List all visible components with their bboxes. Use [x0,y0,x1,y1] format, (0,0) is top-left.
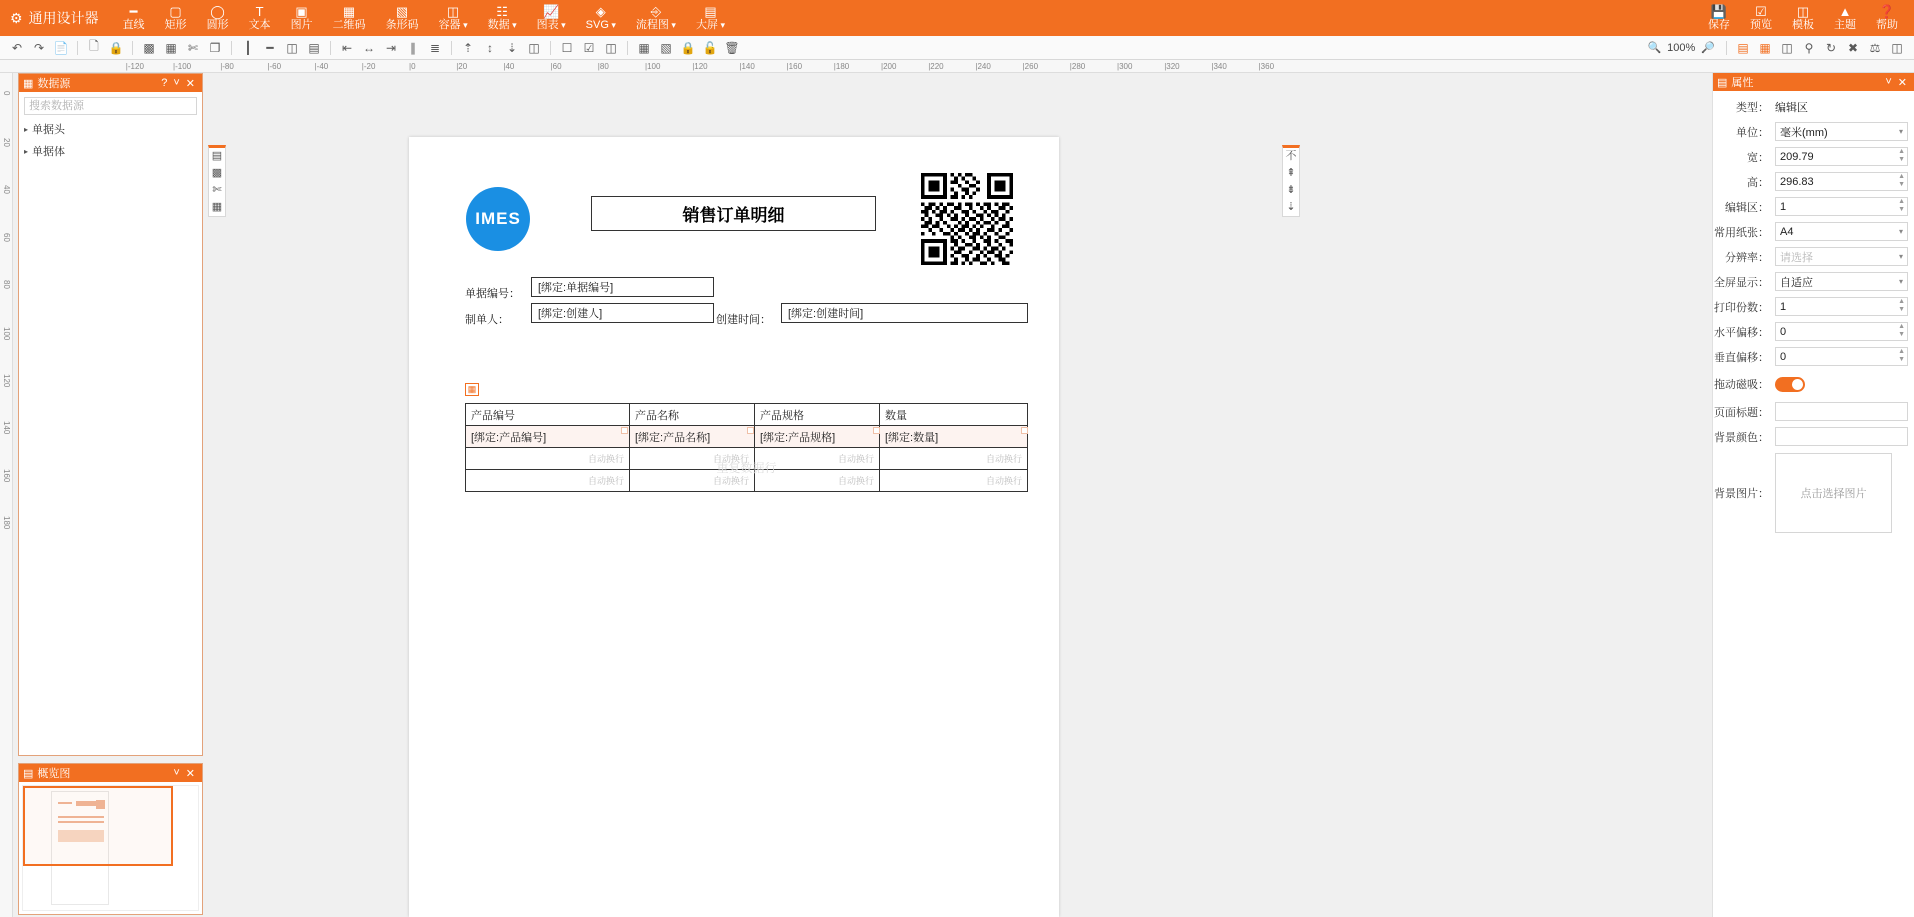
menu-item-image[interactable] [281,0,323,36]
menu-item-line-label: 直线 [122,18,145,31]
ruler-icon[interactable]: ⚖ [1869,40,1881,55]
property-label: 垂直偏移： [1714,351,1769,364]
properties-body [1713,91,1914,536]
field-value-order-no: [绑定:单据编号] [538,282,614,294]
table-cell-auto-wrap: 自动换行 [466,448,630,470]
bg-image-picker-label: 点击选择图片 [1800,488,1867,500]
canvas-left-float-toolbar [208,145,226,217]
tree-node-label: 单据头 [32,124,66,136]
property-select-unit[interactable] [1775,122,1908,141]
layer-icon[interactable]: ◫ [605,40,617,55]
tree-node-label: 单据体 [32,146,66,158]
cell-resize-handle[interactable] [621,427,628,434]
circle-icon: ◯ [210,3,225,19]
property-label: 编辑区： [1725,201,1769,214]
toolbar-divider [550,41,551,55]
chevron-down-icon[interactable]: ˅ [1885,76,1892,88]
database-icon: ▦ [23,77,34,90]
copy-format-icon[interactable]: 📄 [53,40,69,55]
ruler-tick: 100 [2,327,11,341]
property-row-bg-color [1713,425,1908,448]
text-icon: T [255,3,264,19]
stepper-icon[interactable]: ▲ ▼ [1898,348,1905,363]
close-icon[interactable]: ✕ [185,77,195,90]
ruler-tick: |160 [786,62,803,71]
property-select-resolution-value: 请选择 [1780,251,1813,264]
table-cell-bind: [绑定:产品规格] [755,426,880,448]
save-button[interactable] [1698,0,1740,36]
canvas-area[interactable] [204,73,1914,917]
properties-panel [1712,73,1914,917]
grid-view-icon[interactable]: ▤ [1737,40,1749,55]
delete-icon[interactable]: 🗑 [724,40,740,55]
history-icon[interactable]: ↻ [1825,40,1837,55]
property-value-type: 编辑区 [1775,101,1808,114]
paste-icon[interactable]: ▦ [165,40,177,55]
help-icon: ❓ [1878,3,1896,19]
table-cell-auto-wrap: 自动换行 [755,470,880,492]
menu-item-data-label: 数据 ▾ [488,19,517,32]
zoom-out-icon[interactable]: 🔍 [1647,42,1662,54]
toolbar-divider [1726,41,1727,55]
topbar-right-group [1698,0,1914,36]
toolbar-divider [231,41,232,55]
property-row-unit [1713,120,1908,143]
caret-right-icon: ▸ [24,124,29,134]
ruler-tick: |260 [1022,62,1039,71]
ruler-tick: |80 [597,62,609,71]
theme-icon: ▲ [1838,3,1852,19]
ruler-tick: |-20 [361,62,376,71]
table-header-row [466,404,1028,426]
ruler-tick: 20 [2,138,11,148]
distribute-v-icon[interactable]: ▤ [308,40,320,55]
toolbar-divider [77,41,78,55]
help-icon[interactable]: ? [161,77,168,89]
zoom-in-icon[interactable]: 🔎 [1701,42,1715,54]
align-bottom-icon[interactable]: ⇣ [506,40,518,55]
ungroup-icon[interactable]: ☑ [583,40,595,55]
cell-resize-handle[interactable] [747,427,754,434]
ruler-tick: |-60 [267,62,282,71]
property-label: 宽： [1747,151,1769,164]
menu-item-dashboard[interactable] [686,0,735,36]
send-back-icon[interactable]: ▧ [660,40,672,55]
menu-item-rect-label: 矩形 [164,18,187,31]
table-cell-auto-wrap: 自动换行 [466,470,630,492]
menu-item-circle[interactable] [197,0,239,36]
data-icon: ☷ [496,3,508,19]
property-row-bg-image [1713,450,1908,536]
svg-icon: ◈ [595,3,606,19]
table-header-cell: 产品规格 [755,404,880,426]
menu-item-dashboard-label: 大屏 ▾ [696,19,725,32]
ruler-tick: |20 [456,62,468,71]
horizontal-ruler[interactable] [0,60,1914,73]
toolbar-divider [330,41,331,55]
ruler-tick: |200 [881,62,897,71]
overview-panel-header [19,764,202,782]
toolbar-divider [132,41,133,55]
chevron-down-icon[interactable]: ˅ [173,77,180,89]
help-button-label: 帮助 [1876,18,1898,31]
ruler-tick: |100 [645,62,661,71]
same-size-icon[interactable]: ◫ [528,40,540,55]
property-label: 背景图片： [1714,488,1769,500]
stepper-icon[interactable]: ▲ ▼ [1898,198,1905,213]
lock-icon[interactable]: 🔒 [108,40,124,55]
menu-item-chart[interactable] [527,0,576,36]
menu-item-container[interactable] [429,0,478,36]
property-row-paper-size [1713,220,1908,243]
paste-icon[interactable]: ▦ [211,201,223,213]
datasource-search-input[interactable] [24,97,197,115]
cell-resize-handle[interactable] [1021,427,1028,434]
duplicate-icon[interactable]: ❐ [209,40,221,55]
field-label-creator: 制单人： [465,314,509,326]
close-icon[interactable]: ✕ [1897,76,1907,89]
align-left-icon[interactable]: ⇤ [341,40,353,55]
property-label: 水平偏移： [1714,326,1769,339]
property-select-resolution[interactable] [1775,247,1908,266]
lock-element-icon[interactable]: 🔒 [680,40,696,55]
property-label: 类型： [1736,101,1769,114]
document-title-box[interactable] [591,196,876,231]
preview-button[interactable] [1740,0,1782,36]
property-row-h-offset [1713,320,1908,343]
list-view-icon[interactable]: ▦ [1759,40,1771,55]
ruler-tick: 160 [2,468,11,482]
tree-node-document-body[interactable] [19,140,202,162]
property-select-fullscreen-value: 自适应 [1780,276,1813,289]
property-input-page-title[interactable] [1775,402,1908,421]
property-select-unit-value: 毫米(mm) [1780,126,1828,139]
image-icon: ▣ [295,3,308,19]
toolbar-zoom-control [1641,41,1721,54]
company-logo[interactable] [466,187,530,251]
property-row-page-title [1713,400,1908,423]
ruler-tick: |180 [833,62,850,71]
ruler-tick: |60 [550,62,562,71]
datasource-panel-title: 数据源 [37,78,71,90]
help-button[interactable] [1866,0,1908,36]
menu-item-container-label: 容器 ▾ [439,19,468,32]
ruler-tick: |-40 [314,62,329,71]
stepper-icon[interactable]: ▲ ▼ [1898,148,1905,163]
table-cell-auto-wrap: 自动换行 [630,470,755,492]
property-input-height[interactable] [1775,172,1908,191]
barcode-icon: ▧ [395,3,409,19]
preview-icon: ☑ [1755,3,1767,19]
snap-toggle[interactable] [1775,377,1805,392]
menu-item-barcode-label: 条形码 [385,18,419,31]
ruler-tick: 80 [2,279,11,289]
undo-icon[interactable]: ↶ [11,40,23,55]
field-value-create-time: [绑定:创建时间] [788,308,864,320]
dashboard-icon: ▤ [704,3,717,19]
property-label: 分辨率： [1725,251,1769,264]
ruler-tick: |-100 [173,62,192,71]
overview-viewport-selector[interactable] [23,786,173,866]
property-label: 拖动磁吸： [1714,379,1769,391]
menu-item-qrcode[interactable] [323,0,376,36]
ruler-tick: |120 [692,62,708,71]
ruler-tick: |240 [975,62,991,71]
datasource-panel [18,73,203,756]
align-grid-icon[interactable]: ▤ [211,150,223,162]
table-header-cell: 产品名称 [630,404,755,426]
chevron-down-icon[interactable]: ˅ [173,767,180,779]
table-header-cell: 产品编号 [466,404,630,426]
container-icon: ◫ [446,3,460,19]
menu-item-text-label: 文本 [248,18,271,31]
gear-icon: ⚙ [10,9,23,26]
align-center-icon[interactable]: ↔ [363,40,375,55]
ruler-tick: |300 [1117,62,1133,71]
document-title: 销售订单明细 [682,206,785,225]
theme-button-label: 主题 [1834,18,1856,31]
table-cell-auto-wrap: 自动换行 [630,448,755,470]
table-cell-auto-wrap: 自动换行 [880,470,1028,492]
same-width-icon[interactable]: ∥ [410,40,416,55]
rect-icon: ▢ [169,3,182,19]
field-box-order-no[interactable] [531,277,714,297]
datasource-panel-header [19,74,202,92]
redo-icon[interactable]: ↷ [33,40,45,55]
menu-item-line[interactable] [113,0,155,36]
ruler-tick: |360 [1258,62,1275,71]
detail-table[interactable] [465,403,1028,492]
ruler-tick: |340 [1211,62,1227,71]
main-area [13,73,1914,917]
property-row-print-copies [1713,295,1908,318]
menu-item-svg[interactable] [576,0,626,36]
menu-item-qrcode-label: 二维码 [332,18,366,31]
table-header-cell: 数量 [880,404,1028,426]
table-handle-icon[interactable]: ▦ [465,383,479,396]
template-icon: ◫ [1796,3,1810,19]
property-label: 单位： [1736,126,1769,139]
field-box-creator[interactable] [531,303,714,323]
menu-item-rect[interactable] [155,0,197,36]
property-row-type [1713,95,1908,118]
menu-item-circle-label: 圆形 [206,18,229,31]
table-cell-bind: [绑定:产品编号] [466,426,630,448]
property-row-edit-area [1713,195,1908,218]
distribute-h-icon[interactable]: ◫ [286,40,298,55]
align-right-icon[interactable]: ⇥ [385,40,397,55]
property-input-bg-color[interactable] [1775,427,1908,446]
property-select-fullscreen[interactable] [1775,272,1908,291]
ruler-tick: 180 [2,515,11,530]
stepper-icon[interactable]: ▲ ▼ [1898,298,1905,313]
menu-item-text[interactable] [239,0,281,36]
table-cell-auto-wrap: 自动换行 [880,448,1028,470]
field-label-order-no: 单据编号： [465,288,520,300]
stepper-icon[interactable]: ▲ ▼ [1898,173,1905,188]
properties-panel-header [1713,73,1914,91]
copy-icon[interactable]: ▩ [211,167,223,179]
property-row-snap [1713,370,1908,398]
qr-code-icon[interactable] [921,173,1013,265]
toolbar [0,36,1914,60]
align-bottom-icon[interactable]: ⇣ [1286,201,1296,213]
thumbnail-icon: ▤ [23,767,34,780]
ruler-tick: |140 [739,62,755,71]
overview-panel-title: 概览图 [37,768,71,780]
property-select-paper-size-value: A4 [1780,225,1794,238]
ruler-tick: 120 [2,374,11,388]
panel-icon[interactable]: ◫ [1891,40,1903,55]
property-input-print-copies[interactable] [1775,297,1908,316]
save-icon: 💾 [1710,3,1728,19]
toolbar-divider [627,41,628,55]
property-row-resolution [1713,245,1908,268]
ruler-tick: 40 [2,185,11,195]
align-top-icon[interactable]: ⇡ [462,40,474,55]
preview-button-label: 预览 [1750,18,1772,31]
ruler-tick: 0 [2,91,11,96]
property-label: 高： [1747,176,1769,189]
same-height-icon[interactable]: ≣ [429,40,441,55]
property-select-paper-size[interactable] [1775,222,1908,241]
canvas-right-float-toolbar [1282,145,1300,217]
align-middle-icon[interactable]: ⇞ [1286,167,1296,179]
caret-right-icon: ▸ [24,146,29,156]
qrcode-icon: ▦ [342,3,356,19]
ruler-tick: 60 [2,232,11,242]
cut-icon[interactable]: ✄ [212,184,222,196]
property-input-edit-area[interactable] [1775,197,1908,216]
group-icon[interactable]: ☐ [561,40,573,55]
table-cell-auto-wrap: 自动换行 [755,448,880,470]
repeat-row-watermark: 重复数据行 [716,461,777,475]
ruler-tick: |40 [503,62,515,71]
align-h-center-icon[interactable]: ━ [266,40,274,55]
field-box-create-time[interactable] [781,303,1028,323]
property-label: 全屏显示： [1714,276,1769,289]
property-label: 打印份数： [1714,301,1769,314]
menu-item-image-label: 图片 [290,18,313,31]
overview-canvas[interactable] [22,785,199,911]
menu-item-flowchart-label: 流程图 ▾ [636,19,676,32]
menu-item-svg-label: SVG ▾ [586,19,616,32]
ruler-tick: 140 [2,421,11,435]
property-label: 页面标题： [1714,406,1769,419]
bring-front-icon[interactable]: ▦ [638,40,650,55]
template-button-label: 模板 [1792,18,1814,31]
cell-resize-handle[interactable] [873,427,880,434]
ruler-tick: |320 [1164,62,1180,71]
copy-icon[interactable]: ▩ [143,40,155,55]
property-row-v-offset [1713,345,1908,368]
ruler-tick: |-80 [220,62,234,71]
distribute-icon[interactable]: ⇟ [1286,184,1296,196]
property-label: 背景颜色： [1714,431,1769,444]
menu-item-barcode[interactable] [376,0,429,36]
align-middle-icon[interactable]: ↕ [487,40,493,55]
vertical-ruler[interactable] [0,73,13,917]
line-icon: ━ [129,3,138,19]
zoom-level-label: 100% [1667,41,1696,54]
properties-panel-title: 属性 [1731,77,1754,89]
unlock-element-icon[interactable]: 🔓 [702,40,718,55]
ruler-tick: |-120 [125,62,144,71]
toolbar-divider [451,41,452,55]
property-row-height [1713,170,1908,193]
cut-icon[interactable]: ✄ [187,40,199,55]
save-button-label: 保存 [1708,18,1730,31]
ruler-tick: |0 [409,62,416,71]
top-menu-bar [0,0,1914,36]
property-row-fullscreen [1713,270,1908,293]
close-icon[interactable]: ✕ [185,767,195,780]
tree-icon[interactable]: ⚲ [1804,40,1814,55]
bg-image-picker[interactable] [1775,453,1892,533]
new-icon[interactable]: 🗋 [89,39,99,53]
ruler-tick: |280 [1069,62,1086,71]
menu-item-data[interactable] [478,0,527,36]
stepper-icon[interactable]: ▲ ▼ [1898,323,1905,338]
table-cell-bind: [绑定:数量] [880,426,1028,448]
design-page[interactable] [409,137,1059,917]
property-input-width[interactable] [1775,147,1908,166]
clear-icon[interactable]: ✖ [1847,40,1859,55]
columns-icon[interactable]: ◫ [1781,40,1793,55]
chevron-down-icon: ▾ [1898,227,1903,236]
app-title-label: 通用设计器 [28,10,99,26]
tree-node-document-header[interactable] [19,118,202,140]
chevron-down-icon: ▾ [1898,127,1903,136]
company-logo-text: IMES [475,209,521,228]
align-top-icon[interactable]: 不 [1285,150,1297,162]
property-row-width [1713,145,1908,168]
flowchart-icon: ⎆ [650,3,662,19]
field-label-create-time: 创建时间： [716,314,771,326]
chevron-down-icon: ▾ [1898,277,1903,286]
ruler-tick: |220 [928,62,944,71]
field-value-creator: [绑定:创建人] [538,308,603,320]
properties-icon: ▤ [1717,76,1728,89]
align-v-center-icon[interactable]: ┃ [244,40,252,55]
template-button[interactable] [1782,0,1824,36]
chart-icon: 📈 [543,3,560,19]
menu-item-flowchart[interactable] [626,0,686,36]
table-cell-bind: [绑定:产品名称] [630,426,755,448]
property-input-h-offset[interactable] [1775,322,1908,341]
chevron-down-icon: ▾ [1898,252,1903,261]
theme-button[interactable] [1824,0,1866,36]
menu-item-chart-label: 图表 ▾ [537,19,566,32]
property-label: 常用纸张： [1714,226,1769,239]
overview-panel [18,763,203,915]
property-input-v-offset[interactable] [1775,347,1908,366]
app-title [0,8,113,28]
